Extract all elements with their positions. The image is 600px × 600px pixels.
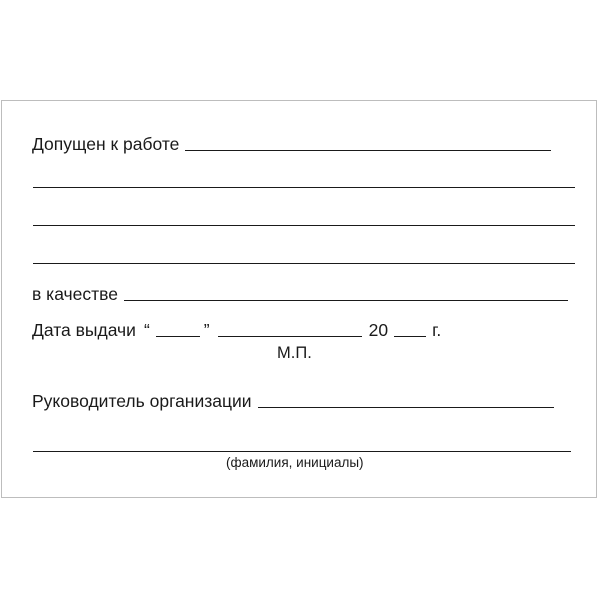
- admitted-label: Допущен к работе: [32, 134, 180, 154]
- issue-date-row: [32, 320, 441, 340]
- issue-date-label: Дата выдачи: [32, 320, 136, 340]
- year-prefix: 20: [368, 320, 389, 340]
- head-name-line[interactable]: [33, 451, 571, 452]
- admitted-line-3[interactable]: [33, 225, 575, 226]
- admitted-line-4[interactable]: [33, 263, 575, 264]
- capacity-label: в качестве: [32, 284, 118, 304]
- capacity-blank[interactable]: [124, 299, 568, 301]
- admitted-line-2[interactable]: [33, 187, 575, 188]
- admitted-row: [32, 134, 551, 154]
- admitted-blank[interactable]: [185, 149, 551, 151]
- day-blank[interactable]: [156, 335, 200, 337]
- head-row: [32, 391, 554, 411]
- pass-card: [1, 100, 597, 498]
- close-quote: ”: [203, 320, 210, 340]
- name-hint: (фамилия, инициалы): [226, 455, 364, 470]
- seal-label: М.П.: [277, 344, 312, 362]
- head-signature-blank[interactable]: [258, 406, 554, 408]
- head-label: Руководитель организации: [32, 391, 252, 411]
- year-blank[interactable]: [394, 335, 426, 337]
- month-blank[interactable]: [218, 335, 362, 337]
- capacity-row: [32, 284, 568, 304]
- open-quote: “: [143, 320, 150, 340]
- year-suffix: г.: [432, 320, 442, 340]
